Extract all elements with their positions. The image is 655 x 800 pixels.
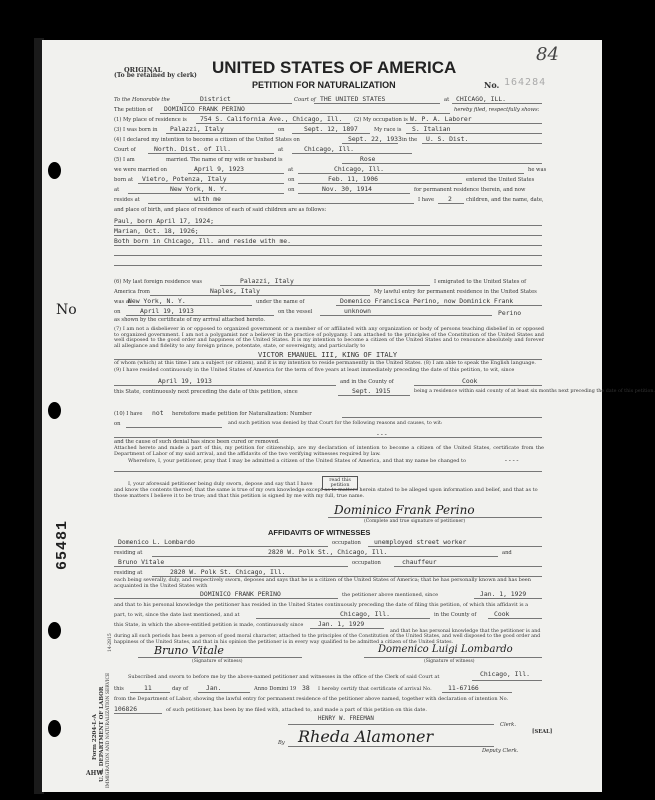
subscribed-text: Subscribed and sworn to before me by the above-named petitioner and witnesses in the office of the Clerk of said Court at (128, 674, 440, 680)
county-value: Cook (462, 377, 478, 385)
was-at-label: was at (114, 299, 132, 305)
emigrated-text: I emigrated to the United States of (434, 279, 527, 285)
witness-2-occupation-label: occupation (352, 560, 381, 566)
race-label: My race is (374, 127, 402, 133)
he-was-label: he was (528, 167, 547, 173)
court-value: North. Dist. of Ill. (154, 145, 231, 153)
sovereign-name: VICTOR EMANUEL III, KING OF ITALY (258, 351, 398, 359)
paragraph-9: (9) I have resided continuously in the United States of America for the term of five years at least immediately preceding the date of this petition, to wit, since (114, 367, 515, 373)
declared-in-label: in the (402, 137, 418, 143)
residence-since-date: April 19, 1913 (158, 377, 212, 385)
married-at-label: at (288, 167, 294, 173)
child-2: Marian, Oct. 18, 1926; (114, 227, 199, 235)
declaration-no: 106826 (114, 705, 138, 713)
born-label: (3) I was born in (114, 127, 158, 133)
married-date: April 9, 1923 (194, 165, 245, 173)
court-at-label-2: at (278, 147, 284, 153)
petitioner-name: DOMINICO FRANK PERINO (164, 105, 245, 113)
witness-1-occupation: unemployed street worker (374, 538, 467, 546)
witness-1-sig-caption: (Signature of witness) (192, 659, 243, 664)
spouse-birth-date: Feb. 11, 1906 (328, 175, 379, 183)
vessel-value: unknown (344, 307, 371, 315)
children-text: children, and the name, date, (466, 197, 544, 203)
children-count: 2 (448, 195, 452, 203)
we-married-label: we were married on (114, 167, 168, 173)
binder-hole (48, 402, 61, 419)
paragraph-10-not: not (152, 409, 164, 417)
margin-no-label: No (56, 302, 77, 318)
affidavits-heading: AFFIDAVITS OF WITNESSES (268, 528, 371, 537)
paragraph-7b: of whom (which) at this time I am a subject (or citizen), and it is my intention to reside permanently in the United States. (8) I am able to speak the English language. (114, 360, 536, 366)
day-of-label: day of (172, 686, 189, 692)
entry-port: New York, N. Y. (128, 297, 186, 305)
jurat-year: 38 (302, 684, 310, 692)
known-since-date: Jan. 1, 1929 (480, 590, 527, 598)
arrival-cert-no: 11-67166 (448, 684, 479, 692)
part-text: part, to wit, since the date last mentioned, and at (114, 612, 240, 618)
petition-number: 164284 (504, 77, 547, 88)
state-text: this State, in which the above-entitled petition is made, continuously since (114, 622, 304, 628)
entry-date: Nov. 30, 1914 (322, 185, 373, 193)
state-since-date: Sept. 1915 (352, 387, 391, 395)
document-subtitle: PETITION FOR NATURALIZATION (252, 80, 396, 90)
child-1: Paul, born April 17, 1924; (114, 217, 215, 225)
number-label: No. (484, 80, 500, 90)
wherefore-text: Wherefore, I, your petitioner, pray that I may be admitted a citizen of the United States of America, and that my name be changed to (128, 458, 467, 464)
court-of-value: THE UNITED STATES (320, 95, 386, 103)
entry-surname: Perino (498, 309, 522, 317)
to-honorable-label: To the Honorable the (114, 97, 170, 103)
from-value: Naples, Italy (210, 287, 261, 295)
signature-caption: (Complete and true signature of petitioner) (364, 519, 466, 524)
witness-2-signature: Domenico Luigi Lombardo (378, 644, 513, 655)
resides-value: with me (194, 195, 221, 203)
race-value: S. Italian (412, 125, 451, 133)
petitioner-signature: Dominico Frank Perino (334, 503, 475, 517)
residence-value: 754 S. California Ave., Chicago, Ill. (200, 115, 343, 123)
entry-date-2: April 19, 1913 (140, 307, 194, 315)
last-res-label: (6) My last foreign residence was (114, 279, 203, 285)
lawful-entry-text: My lawful entry for permanent residence in the United States (374, 289, 537, 295)
from-label: America from (114, 289, 150, 295)
certificate-text: as shown by the certificate of my arrival attached hereto. (114, 317, 266, 323)
witness-2-sig-caption: (Signature of witness) (424, 659, 475, 664)
witness-2-residing-label: residing at (114, 570, 143, 576)
binder-hole (48, 720, 61, 737)
deputy-label: Deputy Clerk. (482, 748, 519, 754)
married-label: (5) I am (114, 157, 135, 163)
margin-number: 65481 (54, 519, 71, 570)
entry-on-label-2: on (114, 309, 121, 315)
court-name: District (200, 95, 231, 103)
court-label: Court of (114, 147, 136, 153)
qualified-text: and that he has personal knowledge that the petitioner is and during all such periods has been a person of good moral character, attached to the principles of the Constitution of the United States, and well disposed to the good order and happiness of the United States, and that in his opinion the petitioner is in every way qualified to be admitted a citizen of the United States. (114, 629, 541, 645)
spouse-born-label: born at (114, 177, 134, 183)
court-of-label: Court of (294, 97, 316, 103)
occupation-value: W. P. A. Laborer (410, 115, 472, 123)
retained-label: (To be retained by clerk) (114, 72, 197, 79)
born-on-label: on (278, 127, 285, 133)
attached-text: Attached hereto and made a part of this, my petition for citizenship, are my declaration of intention to become a citizen of the United States, certificate from the Department of Labor of my said arrival, and the affidavits of the two verifying witnesses required by law. (114, 445, 544, 457)
dept-text: from the Department of Labor, showing the lawful entry for permanent residence of the petitioner above named, together with declaration of intention No. (114, 696, 509, 702)
married-text: married. The name of my wife or husband is (166, 157, 283, 163)
and-label: and (502, 550, 512, 556)
this-label: this (114, 686, 124, 692)
occupation-label: (2) My occupation is (354, 117, 408, 123)
original-label: ORIGINAL (124, 66, 163, 74)
margin-bottom: AHW (86, 770, 104, 777)
margin-service: IMMIGRATION AND NATURALIZATION SERVICE (106, 672, 111, 788)
spouse-birthplace: Vietro, Potenza, Italy (142, 175, 227, 183)
paragraph-10c: on (114, 421, 121, 427)
filed-text: of such petitioner, has been by me filed with, attached to, and made a part of this petition on this date. (166, 707, 427, 713)
witness-1-occupation-label: occupation (332, 540, 361, 546)
children-header: and place of birth, and place of residence of each of said children are as follows: (114, 207, 327, 213)
seal-label: [SEAL] (532, 729, 553, 735)
hereby-filed: hereby filed, respectfully shows: (454, 107, 540, 113)
petition-of-label: The petition of (114, 107, 153, 113)
child-3: Both born in Chicago, Ill. and reside with me. (114, 237, 291, 245)
binder-hole (48, 162, 61, 179)
paragraph-10-dash: --- (376, 430, 388, 438)
county-label-2: in the County of (434, 612, 477, 618)
last-res-value: Palazzi, Italy (240, 277, 294, 285)
petitioner-name-2: DOMINICO FRANK PERINO (200, 590, 281, 598)
spouse-name: Rose (360, 155, 376, 163)
jurat-day: 11 (144, 684, 152, 692)
witness-2-address: 2820 W. Polk St. Chicago, Ill. (170, 568, 286, 576)
vessel-label: on the vessel (278, 309, 313, 315)
perm-res-text: for permanent residence therein, and now (414, 187, 526, 193)
witness-1-signature: Bruno Vitale (154, 644, 224, 657)
declared-date: Sept. 22, 1933 (348, 135, 402, 143)
corner-number: 84 (536, 44, 559, 65)
sworn-text: each being severally, duly, and respectively sworn, deposes and says that he is a citizen of the United States of America; that he has personally known and has been acquainted in the United States with (114, 577, 531, 589)
state-since-date-2: Jan. 1, 1929 (318, 620, 365, 628)
document-title: UNITED STATES OF AMERICA (212, 58, 457, 77)
under-name-label: under the name of (256, 299, 305, 305)
entered-label: entered the United States (466, 177, 535, 183)
paragraph-9b: this State, continuously next preceding the date of this petition, since (114, 389, 298, 395)
born-date: Sept. 12, 1897 (304, 125, 358, 133)
paragraph-7: (7) I am not a disbeliever in or opposed to organized government or a member of or affiliated with any organization or body of persons teaching disbelief in or opposed to organized government. I am not a polygamist nor a believer in the practice of polygamy. I am attached to the principles of the Constitution of the United States and well disposed to the good order and happiness of the United States. It is my intention to become a citizen of the United States and to renounce absolutely and forever all allegiance and fidelity to any foreign prince, potentate, state, or sovereignty, and particularly to (114, 326, 544, 349)
married-place: Chicago, Ill. (334, 165, 385, 173)
certify-text: I hereby certify that certificate of arrival No. (318, 686, 432, 692)
declared-office: U. S. Dist. (426, 135, 469, 143)
witness-1-residing-label: residing at (114, 550, 143, 556)
clerk-place: Chicago, Ill. (480, 670, 531, 678)
part-place: Chicago, Ill. (340, 610, 391, 618)
declared-label: (4) I declared my intention to become a citizen of the United States on (114, 137, 300, 143)
county-label: and in the County of (340, 379, 394, 385)
entry-place: New York, N. Y. (170, 185, 228, 193)
paragraph-10d: and such petition was denied by that Court for the following reasons and causes, to wit: (228, 421, 443, 426)
margin-dept: U. S. DEPARTMENT OF LABOR (99, 686, 105, 782)
anno-domini: Anno Domini 19 (254, 686, 297, 692)
witness-1-name: Domenico L. Lombardo (118, 538, 195, 546)
born-place: Palazzi, Italy (170, 125, 224, 133)
paragraph-10a: (10) I have (114, 411, 143, 417)
paragraph-9c-a: being a residence within said county of at least six months next preceding the date of this petition. (414, 389, 655, 394)
wherefore-dash: ---- (504, 456, 520, 464)
clerk-label: Clerk. (500, 722, 516, 728)
knowledge-text: and that to his personal knowledge the petitioner has resided in the United States continuously preceding the date of filing this petition, of which this affidavit is a (114, 602, 529, 608)
read-box: read this petition (322, 476, 358, 490)
county-value-2: Cook (494, 610, 510, 618)
deputy-signature: Rheda Alamoner (298, 727, 434, 746)
binder-hole (48, 622, 61, 639)
petitioner-mentioned: the petitioner above mentioned, since (342, 592, 439, 598)
entry-at-label: at (114, 187, 120, 193)
by-label: By (278, 740, 285, 746)
witness-1-address: 2820 W. Polk St., Chicago, Ill. (268, 548, 388, 556)
witness-2-occupation: chauffeur (402, 558, 437, 566)
spouse-on-label: on (288, 177, 295, 183)
paragraph-10e: and the cause of such denial has since been cured or removed. (114, 439, 280, 445)
paragraph-10b: heretofore made petition for Naturalization: Number (172, 411, 312, 417)
court-at-label: at (444, 97, 450, 103)
oath-text-2: and know the contents thereof; that the same is true of my own knowledge except as to matters herein stated to be alleged upon information and belief, and that as to those matters I believe it to be true; and that this petition is signed by me with my full, true name. (114, 487, 538, 499)
residence-label: (1) My place of residence is (114, 117, 187, 123)
court-at-value: CHICAGO, ILL. (456, 95, 507, 103)
resides-label: resides at (114, 197, 140, 203)
entry-on-label: on (288, 187, 295, 193)
clerk-name: HENRY W. FREEMAN (318, 716, 374, 722)
margin-form: Form 2204-L-A (92, 714, 98, 760)
petition-document (42, 40, 655, 792)
witness-2-name: Bruno Vitale (118, 558, 165, 566)
i-have-label: I have (418, 197, 435, 203)
jurat-month: Jan. (206, 684, 222, 692)
court-at-value-2: Chicago, Ill. (304, 145, 355, 153)
margin-code: 14-2815 (108, 633, 113, 652)
oath-text-1: I, your aforesaid petitioner being duly sworn, depose and say that I have (128, 481, 313, 487)
entry-name: Domenico Francisca Perino, now Dominick Frank (340, 297, 514, 305)
